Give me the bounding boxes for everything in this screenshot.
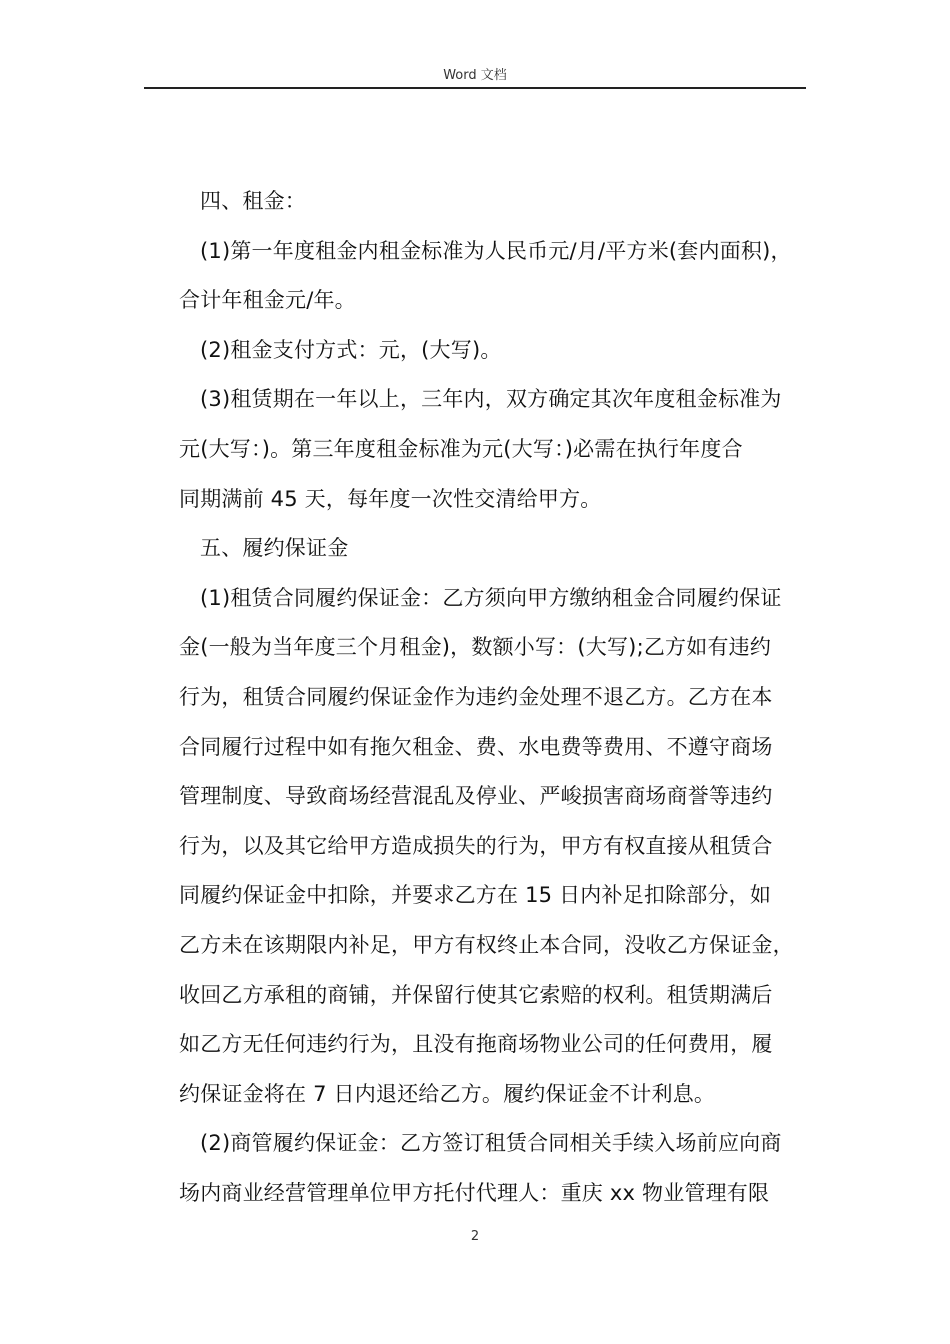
paragraph-line: 合同履行过程中如有拖欠租金、费、水电费等费用、不遵守商场: [179, 734, 773, 759]
paragraph-line: 约保证金将在 7 日内退还给乙方。履约保证金不计利息。: [179, 1081, 716, 1106]
section-heading-rent: 四、租金：: [200, 189, 306, 213]
paragraph-line: (1)第一年度租金内租金标准为人民币元/月/平方米(套内面积)，: [200, 238, 792, 263]
header-divider: [144, 87, 806, 89]
paragraph-line: (1)租赁合同履约保证金：乙方须向甲方缴纳租金合同履约保证: [200, 585, 782, 610]
paragraph-line: (2)商管履约保证金：乙方签订租赁合同相关手续入场前应向商: [200, 1131, 782, 1156]
paragraph-line: 金(一般为当年度三个月租金)，数额小写：(大写);乙方如有违约: [179, 635, 772, 660]
document-body: [179, 177, 809, 1218]
paragraph-line: 行为，以及其它给甲方造成损失的行为，甲方有权直接从租赁合: [179, 833, 773, 858]
paragraph-line: 行为，租赁合同履约保证金作为违约金处理不退乙方。乙方在本: [179, 684, 773, 709]
section-heading-deposit: 五、履约保证金: [200, 536, 349, 561]
paragraph-line: 场内商业经营管理单位甲方托付代理人：重庆 xx 物业管理有限: [179, 1180, 770, 1205]
paragraph-line: (3)租赁期在一年以上，三年内，双方确定其次年度租金标准为: [200, 387, 782, 412]
paragraph-line: 乙方未在该期限内补足，甲方有权终止本合同，没收乙方保证金，: [179, 932, 794, 957]
paragraph-line: (2)租金支付方式：元，(大写)。: [200, 337, 502, 362]
paragraph-line: 同期满前 45 天，每年度一次性交清给甲方。: [179, 486, 602, 511]
paragraph-line: 管理制度、导致商场经营混乱及停业、严峻损害商场商誉等违约: [179, 784, 773, 809]
paragraph-line: 收回乙方承租的商铺，并保留行使其它索赔的权利。租赁期满后: [179, 982, 773, 1007]
page-number: 2: [470, 1229, 480, 1244]
paragraph-line: 元(大写：)。第三年度租金标准为元(大写：)必需在执行年度合: [179, 436, 743, 461]
paragraph-line: 合计年租金元/年。: [179, 288, 356, 313]
page-header: Word 文档: [443, 68, 507, 83]
paragraph-line: 同履约保证金中扣除，并要求乙方在 15 日内补足扣除部分，如: [179, 883, 772, 908]
paragraph-line: 如乙方无任何违约行为，且没有拖商场物业公司的任何费用，履: [179, 1032, 773, 1057]
